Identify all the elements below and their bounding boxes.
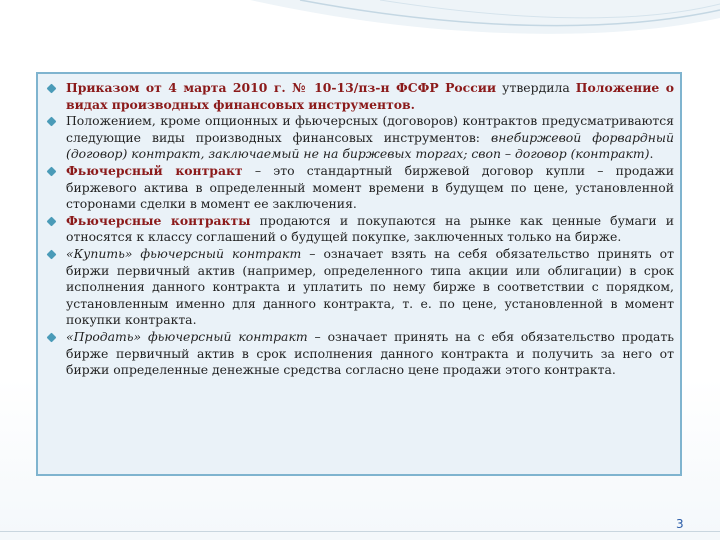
footer-divider [0, 531, 720, 532]
term-futures-contracts: Фьючерсные контракты [66, 212, 251, 228]
page-number: 3 [676, 517, 684, 531]
text-segment: утвердила [496, 80, 576, 95]
decree-reference: Приказом от 4 марта 2010 г. № 10-13/пз-н ФСФР России [66, 80, 497, 95]
list-item [48, 163, 674, 213]
regulation-title: Положение о видах производных финансовых инструментов. [66, 80, 674, 112]
text-segment: – означает взять на себя обязательство принять от биржи первичный актив (например, определенного типа акции или облигации) в срок исполнения данного контракта и уплатить по нему бирже в соответствии с порядком, установленным именно для данного контракта, т. е. по цене, установленной в момент покупки контракта. [66, 245, 674, 328]
term-sell-contract: «Продать» фьючерсный контракт [66, 328, 308, 344]
text-segment: – означает принять на с ебя обязательство продать бирже первичный актив в срок исполнения данного контракта и получить за него от биржи определенные денежные средства согласно цене продажи этого контракта. [66, 328, 674, 378]
list-item [48, 80, 674, 113]
text-segment: . [649, 146, 654, 162]
term-buy-contract: «Купить» фьючерсный контракт [66, 245, 302, 261]
list-item [48, 246, 674, 329]
text-segment: продаются и покупаются на рынке как ценные бумаги и относятся к классу соглашений о будущей покупке, заключенных только на бирже. [66, 212, 674, 245]
diamond-bullet-icon [47, 117, 57, 127]
bullet-list [48, 80, 674, 379]
term-futures-contract: Фьючерсный контракт [66, 162, 243, 178]
content-box [36, 72, 682, 476]
header-swoosh-decoration [0, 0, 720, 60]
list-item [48, 213, 674, 246]
list-item [48, 329, 674, 379]
diamond-bullet-icon [47, 84, 57, 94]
diamond-bullet-icon [47, 216, 57, 226]
diamond-bullet-icon [47, 249, 57, 259]
text-segment: Положением, кроме опционных и фьючерсных (договоров) контрактов предусматриваются следующие виды производных финансовых инструментов: [66, 113, 674, 145]
instrument-types: внебиржевой форвардный (договор) контракт, заключаемый не на биржевых торгах; своп – договор (контракт) [66, 129, 674, 162]
diamond-bullet-icon [47, 332, 57, 342]
list-item [48, 113, 674, 163]
diamond-bullet-icon [47, 167, 57, 177]
text-segment: – это стандартный биржевой договор купли – продажи биржевого актива в определенный момент времени в будущем по цене, установленной сторонами сделки в момент ее заключения. [66, 162, 674, 212]
